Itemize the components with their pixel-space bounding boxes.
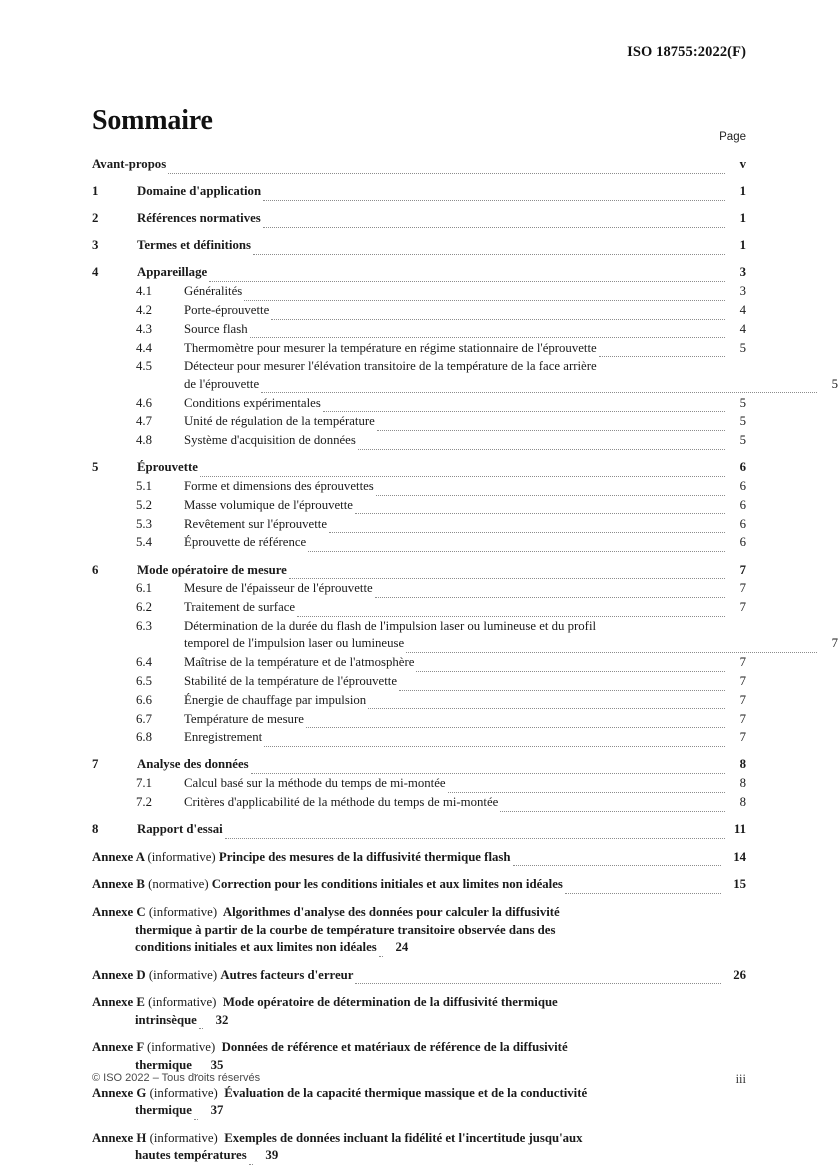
toc-subclause-number: 6.6 (136, 692, 152, 707)
toc-subclause-number: 4.2 (136, 302, 152, 317)
toc-clause-number: 3 (92, 238, 99, 253)
leader-dots (249, 1155, 253, 1165)
toc-clause-page: 3 (739, 265, 746, 280)
toc-clause-entry[interactable] (92, 459, 746, 477)
toc-subclause-page: 6 (739, 535, 746, 550)
toc-annex-page: 14 (733, 849, 746, 864)
toc-subclause-number: 5.2 (136, 497, 152, 512)
toc-clause-label: Mode opératoire de mesure (137, 562, 287, 577)
leader-dots (225, 829, 725, 839)
toc-subclause-number: 6.5 (136, 674, 152, 689)
leader-dots (448, 783, 725, 793)
leader-dots (368, 699, 724, 709)
toc-subclause-page: 7 (739, 600, 746, 615)
toc-front-matter-page: v (739, 157, 746, 171)
document-footer (92, 1072, 746, 1088)
toc-clause-number: 6 (92, 562, 99, 577)
toc-clause-entry[interactable] (92, 821, 746, 839)
leader-dots (271, 309, 724, 319)
toc-subclause-entry[interactable] (92, 692, 746, 710)
leader-dots (565, 884, 721, 894)
toc-annex-title: Autres facteurs d'erreur (220, 967, 354, 982)
toc-annex-kind: (informative) (148, 904, 218, 919)
leader-dots (251, 764, 725, 774)
toc-annex-title: Principe des mesures de la diffusivité thermique flash (218, 849, 511, 864)
toc-subclause-page: 5 (739, 433, 746, 448)
toc-subclause-page: 6 (739, 497, 746, 512)
toc-clause-entry[interactable] (92, 756, 746, 774)
leader-dots (297, 606, 724, 616)
toc-clause-entry[interactable] (92, 237, 746, 255)
toc-subclause-label: Forme et dimensions des éprouvettes (184, 479, 374, 494)
toc-subclause-label: Revêtement sur l'éprouvette (184, 516, 328, 531)
toc-subclause-label: Critères d'applicabilité de la méthode du temps de mi-montée (184, 795, 499, 810)
toc-front-matter-label: Avant-propos (92, 157, 167, 171)
document-header-standard-ref: ISO 18755:2022(F) (627, 44, 746, 60)
leader-dots (306, 718, 725, 728)
leader-dots (379, 946, 383, 956)
leader-dots (513, 856, 721, 866)
toc-annex-page: 24 (395, 940, 409, 955)
toc-subclause-entry[interactable] (92, 711, 746, 729)
toc-subclause-entry[interactable] (92, 302, 746, 320)
toc-clause-label: Domaine d'application (137, 184, 262, 199)
toc-subclause-page: 7 (831, 636, 838, 651)
leader-dots (263, 218, 725, 228)
toc-subclause-entry[interactable] (92, 516, 746, 534)
footer-page-number: iii (735, 1072, 746, 1086)
toc-annex-page: 37 (210, 1103, 224, 1118)
toc-subclause-label: Stabilité de la température de l'éprouvette (184, 674, 398, 689)
toc-subclause-label-cont: temporel de l'impulsion laser ou lumineuse (184, 636, 405, 651)
toc-subclause-entry[interactable] (92, 321, 746, 339)
toc-annex-kind: (informative) (148, 995, 217, 1010)
leader-dots (209, 272, 724, 282)
toc-subclause-entry[interactable] (92, 432, 746, 450)
toc-clause-entry[interactable] (92, 210, 746, 228)
leader-dots (375, 588, 725, 598)
toc-subclause-label: Détecteur pour mesurer l'élévation transitoire de la température de la face arrière (184, 359, 597, 374)
toc-subclause-page: 7 (739, 730, 746, 745)
toc-annex-title-end: thermique (135, 1058, 192, 1073)
toc-clause-entry[interactable] (92, 183, 746, 201)
toc-subclause-entry[interactable] (92, 775, 746, 793)
toc-clause-page: 1 (739, 184, 746, 199)
toc-subclause-page: 7 (739, 692, 746, 707)
toc-subclause-entry[interactable] (92, 358, 838, 393)
leader-dots (329, 523, 724, 533)
toc-clause-page: 7 (739, 562, 746, 577)
toc-subclause-entry[interactable] (92, 673, 746, 691)
leader-dots (377, 421, 725, 431)
toc-subclause-number: 5.4 (136, 535, 152, 550)
leader-dots (263, 190, 724, 200)
toc-subclause-label: Généralités (184, 284, 243, 299)
toc-clause-number: 4 (92, 265, 99, 280)
toc-subclause-page: 7 (739, 674, 746, 689)
toc-annex-entry[interactable] (92, 1130, 746, 1165)
page-title: Sommaire (92, 105, 213, 136)
toc-subclause-entry[interactable] (92, 478, 746, 496)
toc-annex-kind: (informative) (146, 1040, 216, 1055)
toc-subclause-entry[interactable] (92, 729, 746, 747)
toc-clause-label: Analyse des données (137, 757, 249, 772)
toc-clause-page: 1 (739, 238, 746, 253)
toc-annex-title: Évaluation de la capacité thermique massique et de la conductivité (224, 1085, 588, 1100)
toc-annex-title-end: conditions initiales et aux limites non idéales (135, 940, 377, 955)
toc-subclause-number: 4.7 (136, 414, 152, 429)
toc-subclause-number: 6.1 (136, 581, 152, 596)
toc-annex-kind: (informative) (147, 849, 216, 864)
toc-annex-entry[interactable] (92, 849, 746, 867)
toc-subclause-label: Unité de régulation de la température (184, 414, 375, 429)
leader-dots (244, 291, 724, 301)
leader-dots (500, 801, 724, 811)
toc-subclause-label: Calcul basé sur la méthode du temps de mi-montée (184, 776, 446, 791)
toc-annex-name: Annexe B (92, 877, 145, 892)
leader-dots (355, 974, 720, 984)
toc-annex-page: 15 (733, 877, 746, 892)
leader-dots (250, 328, 725, 338)
toc-subclause-page: 4 (739, 302, 746, 317)
toc-subclause-label: Source flash (184, 321, 248, 336)
toc-subclause-label: Maîtrise de la température et de l'atmosphère (184, 655, 415, 670)
toc-subclause-number: 6.2 (136, 600, 152, 615)
toc-subclause-number: 4.6 (136, 395, 152, 410)
footer-copyright: © ISO 2022 – Tous droits réservés (92, 1072, 261, 1084)
toc-subclause-label: Traitement de surface (184, 600, 296, 615)
leader-dots (416, 662, 724, 672)
toc-subclause-number: 6.8 (136, 730, 152, 745)
leader-dots (355, 504, 725, 514)
page-column-label: Page (719, 131, 746, 143)
toc-clause-label: Appareillage (137, 265, 208, 280)
toc-subclause-label: Système d'acquisition de données (184, 433, 356, 448)
toc-subclause-label: Thermomètre pour mesurer la température en régime stationnaire de l'éprouvette (184, 340, 597, 355)
toc-subclause-entry[interactable] (92, 618, 838, 653)
toc-clause-page: 6 (739, 460, 746, 475)
table-of-contents (92, 156, 838, 1165)
toc-annex-name: Annexe H (92, 1130, 147, 1145)
toc-subclause-number: 6.7 (136, 711, 152, 726)
toc-annex-page: 32 (215, 1012, 229, 1027)
toc-annex-title: Correction pour les conditions initiales et aux limites non idéales (211, 877, 563, 892)
toc-subclause-number: 4.3 (136, 321, 152, 336)
toc-clause-label: Références normatives (137, 211, 261, 226)
toc-clause-number: 5 (92, 460, 99, 475)
toc-annex-kind: (informative) (149, 1130, 218, 1145)
leader-dots (194, 1110, 198, 1120)
toc-clause-number: 2 (92, 211, 99, 226)
leader-dots (308, 542, 724, 552)
toc-clause-number: 7 (92, 757, 99, 772)
toc-subclause-page: 8 (739, 795, 746, 810)
leader-dots (264, 737, 724, 747)
toc-annex-name: Annexe G (92, 1085, 147, 1100)
toc-subclause-entry[interactable] (92, 413, 746, 431)
toc-annex-title: Exemples de données incluant la fidélité et l'incertitude jusqu'aux (224, 1130, 583, 1145)
toc-subclause-page: 3 (739, 284, 746, 299)
toc-clause-label: Rapport d'essai (137, 822, 223, 837)
toc-subclause-entry[interactable] (92, 497, 746, 515)
toc-subclause-number: 5.3 (136, 516, 152, 531)
toc-subclause-label: Énergie de chauffage par impulsion (184, 692, 367, 707)
toc-annex-entry[interactable] (92, 876, 746, 894)
toc-annex-kind: (informative) (148, 967, 218, 982)
toc-subclause-entry[interactable] (92, 395, 746, 413)
toc-subclause-number: 4.8 (136, 433, 152, 448)
toc-subclause-label: Mesure de l'épaisseur de l'éprouvette (184, 581, 373, 596)
leader-dots (599, 347, 725, 357)
toc-annex-kind: (normative) (148, 877, 209, 892)
toc-subclause-entry[interactable] (92, 580, 746, 598)
toc-subclause-page: 7 (739, 655, 746, 670)
toc-annex-title: Données de référence et matériaux de référence de la diffusivité (221, 1040, 568, 1055)
toc-annex-kind: (informative) (149, 1085, 218, 1100)
toc-subclause-label: Enregistrement (184, 730, 263, 745)
toc-clause-entry[interactable] (92, 562, 746, 580)
toc-annex-title-end: thermique (135, 1103, 192, 1118)
toc-front-matter-entry[interactable] (92, 156, 746, 174)
toc-subclause-page: 5 (739, 395, 746, 410)
toc-annex-entry[interactable] (92, 1085, 746, 1120)
toc-annex-title: Mode opératoire de détermination de la diffusivité thermique (222, 995, 558, 1010)
toc-annex-name: Annexe C (92, 904, 146, 919)
toc-subclause-page: 7 (739, 711, 746, 726)
toc-clause-number: 8 (92, 822, 99, 837)
leader-dots (358, 440, 725, 450)
toc-subclause-page: 8 (739, 776, 746, 791)
toc-annex-title: Algorithmes d'analyse des données pour calculer la diffusivité (222, 904, 560, 919)
toc-clause-page: 8 (739, 757, 746, 772)
toc-clause-page: 1 (739, 211, 746, 226)
toc-subclause-entry[interactable] (92, 794, 746, 812)
toc-subclause-label-cont: de l'éprouvette (184, 376, 260, 391)
toc-clause-number: 1 (92, 184, 99, 199)
leader-dots (168, 163, 724, 173)
toc-subclause-page: 5 (739, 340, 746, 355)
toc-subclause-number: 6.4 (136, 655, 152, 670)
toc-annex-entry[interactable] (92, 967, 746, 985)
toc-annex-page: 26 (733, 967, 746, 982)
toc-subclause-entry[interactable] (92, 283, 746, 301)
leader-dots (406, 643, 816, 653)
leader-dots (200, 467, 725, 477)
toc-subclause-entry[interactable] (92, 599, 746, 617)
toc-subclause-entry[interactable] (92, 654, 746, 672)
toc-annex-page: 35 (210, 1058, 224, 1073)
leader-dots (323, 402, 725, 412)
toc-subclause-page: 5 (739, 414, 746, 429)
leader-dots (261, 383, 816, 393)
leader-dots (376, 485, 725, 495)
toc-clause-entry[interactable] (92, 264, 746, 282)
toc-annex-title-cont: thermique à partir de la courbe de température transitoire observée dans des (135, 922, 556, 937)
toc-subclause-number: 5.1 (136, 479, 152, 494)
toc-annex-entry[interactable] (92, 994, 746, 1029)
toc-annex-name: Annexe E (92, 995, 145, 1010)
toc-annex-name: Annexe A (92, 849, 145, 864)
title-block (92, 105, 746, 145)
toc-subclause-number: 7.2 (136, 795, 152, 810)
toc-clause-page: 11 (733, 822, 746, 837)
toc-annex-title-end: hautes températures (135, 1148, 247, 1163)
toc-subclause-page: 7 (739, 581, 746, 596)
toc-subclause-page: 4 (739, 321, 746, 336)
toc-subclause-number: 4.5 (136, 359, 152, 374)
leader-dots (199, 1019, 203, 1029)
leader-dots (253, 245, 725, 255)
toc-clause-label: Éprouvette (137, 460, 198, 475)
toc-clause-label: Termes et définitions (137, 238, 251, 253)
leader-dots (289, 569, 725, 579)
toc-annex-name: Annexe F (92, 1040, 144, 1055)
toc-subclause-label: Éprouvette de référence (184, 535, 307, 550)
toc-subclause-number: 7.1 (136, 776, 152, 791)
toc-subclause-number: 4.4 (136, 340, 152, 355)
toc-subclause-label: Masse volumique de l'éprouvette (184, 497, 353, 512)
toc-subclause-entry[interactable] (92, 534, 746, 552)
toc-annex-name: Annexe D (92, 967, 146, 982)
toc-subclause-label: Conditions expérimentales (184, 395, 321, 410)
toc-subclause-number: 6.3 (136, 618, 152, 633)
toc-subclause-page: 6 (739, 479, 746, 494)
toc-subclause-page: 5 (831, 376, 838, 391)
toc-subclause-page: 6 (739, 516, 746, 531)
toc-annex-entry[interactable] (92, 1039, 746, 1074)
toc-subclause-entry[interactable] (92, 340, 746, 358)
toc-subclause-label: Porte-éprouvette (184, 302, 270, 317)
toc-subclause-label: Température de mesure (184, 711, 304, 726)
toc-annex-entry[interactable] (92, 904, 746, 957)
toc-subclause-number: 4.1 (136, 284, 152, 299)
leader-dots (399, 680, 724, 690)
toc-subclause-label: Détermination de la durée du flash de l'impulsion laser ou lumineuse et du profil (184, 618, 597, 633)
toc-annex-title-end: intrinsèque (135, 1012, 197, 1027)
toc-annex-page: 39 (265, 1148, 279, 1163)
